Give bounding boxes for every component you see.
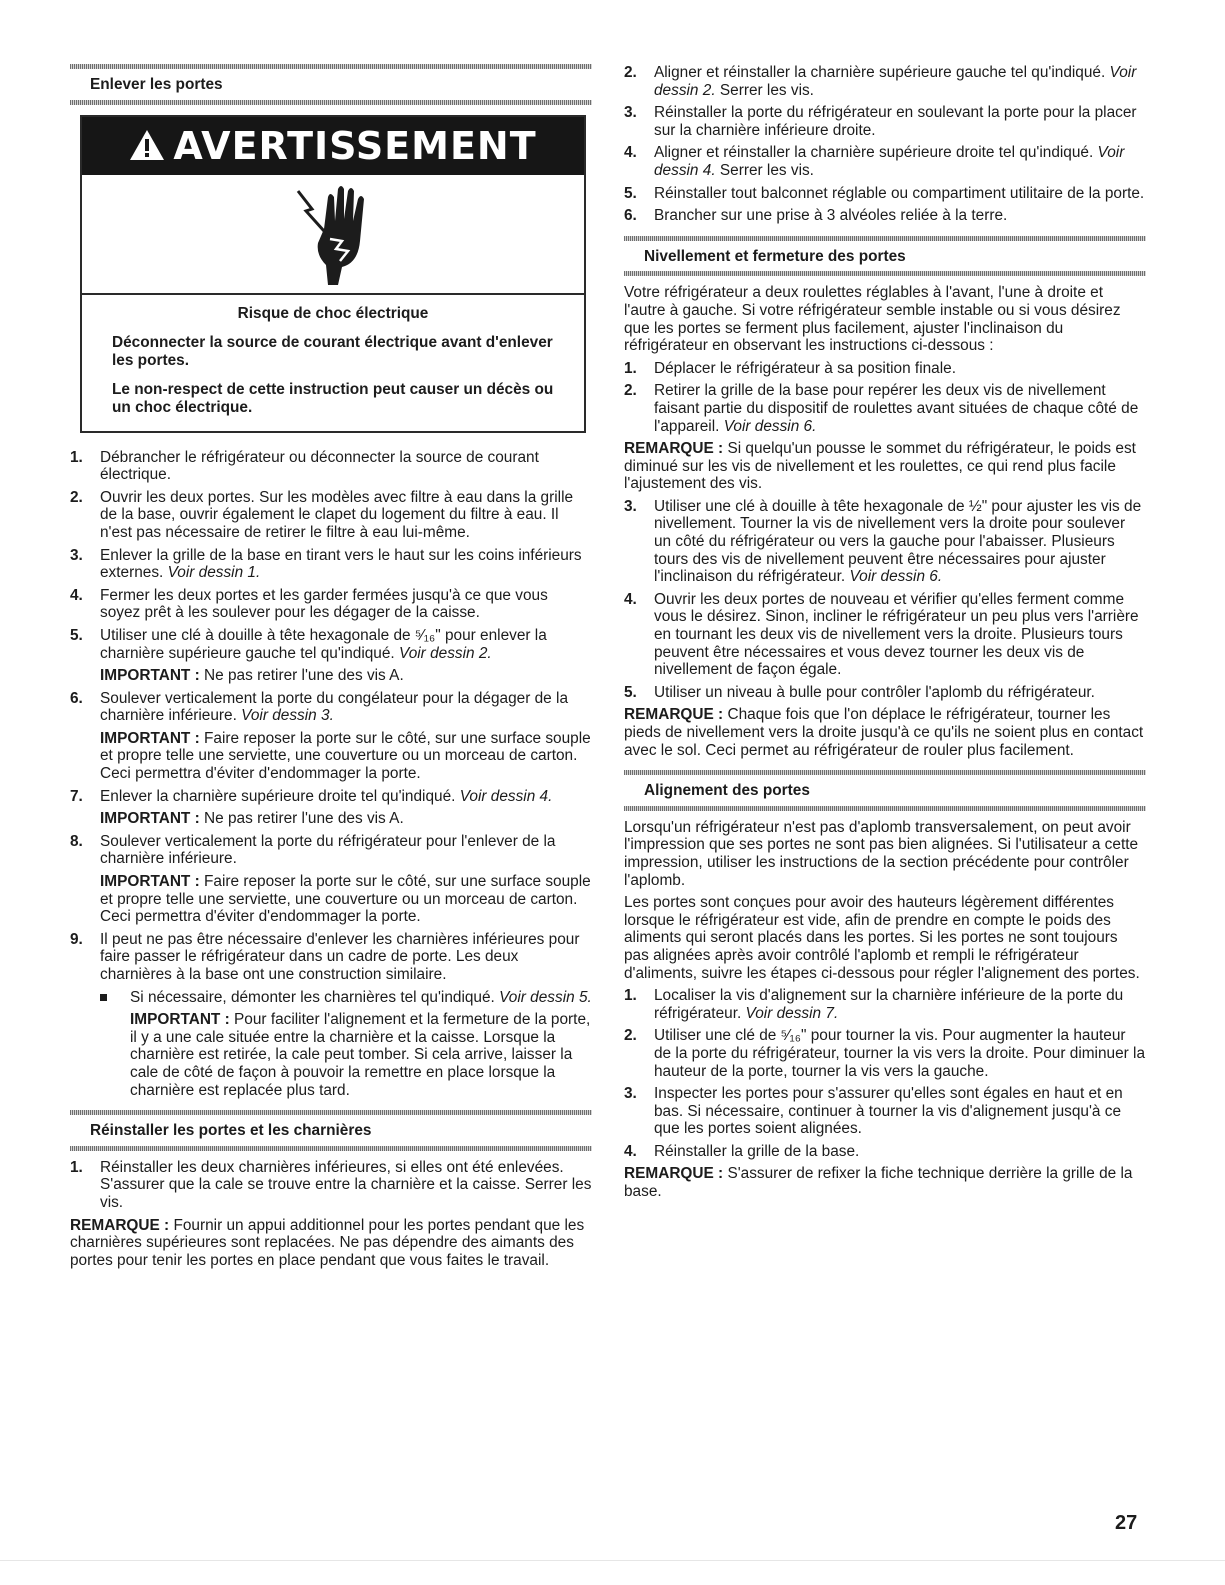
- section-title: Alignement des portes: [644, 782, 810, 800]
- list-item: [624, 382, 1146, 435]
- step-number: 4.: [624, 144, 637, 162]
- important-label: IMPORTANT :: [100, 667, 200, 685]
- remark-label: REMARQUE :: [70, 1216, 170, 1234]
- alignment-paragraph: Lorsqu'un réfrigérateur n'est pas d'aplomb transversalement, on peut avoir l'impression que ses portes ne sont pas bien alignées. Si l'utilisateur a cette impression, utiliser les instructions de la section précédente pour contrôler l'aplomb.: [624, 818, 1139, 889]
- bullet-text: Si nécessaire, démonter les charnières tel qu'indiqué.: [130, 988, 495, 1006]
- warning-banner-text: AVERTISSEMENT: [173, 123, 537, 168]
- list-item: [624, 591, 1146, 679]
- step-text: Enlever la charnière supérieure droite tel qu'indiqué.: [100, 787, 456, 805]
- drawing-reference: Voir dessin 7.: [745, 1004, 839, 1022]
- step-number: 4.: [70, 586, 83, 604]
- step-text: Réinstaller tout balconnet réglable ou compartiment utilitaire de la porte.: [654, 184, 1145, 202]
- step-number: 2.: [624, 1027, 637, 1045]
- alignment-steps: [624, 987, 1146, 1160]
- square-bullet-icon: [100, 994, 107, 1001]
- right-column: [624, 64, 1146, 1206]
- leveling-intro: Votre réfrigérateur a deux roulettes réglables à l'avant, l'une à droite et l'autre à gauche. Si votre réfrigérateur semble instable ou si vous désirez que les portes se ferment plus facilement, ajuster l'inclinaison du réfrigérateur en observant les instructions ci-dessous :: [624, 284, 1121, 355]
- list-item: [70, 833, 592, 926]
- alignment-paragraph: Les portes sont conçues pour avoir des hauteurs légèrement différentes lorsque le réfrigérateur est vide, afin de prendre en compte le poids des aliments qui seront placés dans les portes. Si les portes ne sont toujours pas alignées après avoir contrôlé l'aplomb et rempli le réfrigérateur d'aliments, suivre les étapes ci-dessous pour régler l'alignement des portes.: [624, 894, 1140, 982]
- important-note: [100, 730, 592, 783]
- step-number: 2.: [70, 488, 83, 506]
- list-item: [624, 498, 1146, 586]
- list-item: [624, 207, 1146, 225]
- step-number: 3.: [624, 1085, 637, 1103]
- important-note: [130, 1011, 592, 1099]
- important-label: IMPORTANT :: [100, 810, 200, 828]
- warning-banner: [82, 117, 584, 175]
- step-text: Réinstaller la porte du réfrigérateur en soulevant la porte pour la placer sur la charnière inférieure droite.: [654, 104, 1137, 139]
- important-note: [100, 667, 592, 685]
- step-text: Aligner et réinstaller la charnière supérieure gauche tel qu'indiqué.: [654, 64, 1106, 81]
- bullet-item: [100, 989, 592, 1100]
- important-label: IMPORTANT :: [100, 729, 200, 747]
- step-number: 8.: [70, 832, 83, 850]
- remark-label: REMARQUE :: [624, 1165, 724, 1183]
- step-number: 1.: [624, 359, 637, 377]
- step-text: Brancher sur une prise à 3 alvéoles reliée à la terre.: [654, 207, 1008, 225]
- drawing-reference: Voir dessin 4.: [654, 144, 1125, 179]
- step-number: 5.: [624, 683, 637, 701]
- section-header-alignment: [624, 770, 1146, 811]
- section-header-reinstall: [70, 1110, 592, 1151]
- reinstall-steps-continued: [624, 64, 1146, 225]
- section-title: Nivellement et fermeture des portes: [644, 247, 906, 265]
- important-note: [100, 873, 592, 926]
- important-label: IMPORTANT :: [130, 1011, 230, 1029]
- list-item: [624, 1085, 1146, 1138]
- section-header-leveling: [624, 236, 1146, 277]
- leveling-steps: [624, 360, 1146, 435]
- list-item: [624, 684, 1146, 702]
- step-text-after: Serrer les vis.: [719, 161, 814, 179]
- list-item: [624, 64, 1146, 99]
- list-item: [624, 185, 1146, 203]
- drawing-reference: Voir dessin 6.: [723, 417, 817, 435]
- step-number: 2.: [624, 382, 637, 400]
- step-number: 4.: [624, 590, 637, 608]
- step-text: Localiser la vis d'alignement sur la charnière inférieure de la porte du réfrigérateur.: [654, 987, 1124, 1022]
- page-number: 27: [1115, 1512, 1138, 1534]
- important-text: Faire reposer la porte sur le côté, sur une surface souple et propre telle une serviette, une couverture ou un morceau de carton. Ceci permettra d'éviter d'endommager la porte.: [100, 729, 591, 783]
- section-rule: [70, 1146, 592, 1151]
- list-item: [70, 587, 592, 622]
- remark-text: S'assurer de refixer la fiche technique derrière la grille de la base.: [624, 1165, 1133, 1201]
- step-number: 7.: [70, 787, 83, 805]
- drawing-reference: Voir dessin 2.: [399, 644, 492, 662]
- important-text: Faire reposer la porte sur le côté, sur une surface souple et propre telle une serviette, une couverture ou un morceau de carton. Ceci permettra d'éviter d'endommager la porte.: [100, 873, 591, 926]
- warning-instruction: Déconnecter la source de courant électrique avant d'enlever les portes.: [112, 334, 553, 369]
- step-number: 2.: [624, 64, 637, 81]
- warning-consequence: Le non-respect de cette instruction peut causer un décès ou un choc électrique.: [112, 381, 554, 416]
- list-item: [70, 931, 592, 1099]
- list-item: [70, 547, 592, 582]
- section-rule: [624, 271, 1146, 276]
- remove-doors-steps: [70, 449, 592, 1100]
- step-number: 9.: [70, 930, 83, 948]
- important-text: Ne pas retirer l'une des vis A.: [204, 667, 404, 685]
- remark-text: Si quelqu'un pousse le sommet du réfrigérateur, le poids est diminué sur les vis de nivellement et les roulettes, ce qui rend plus facile l'ajustement des vis.: [624, 440, 1136, 493]
- step-text: Retirer la grille de la base pour repérer les deux vis de nivellement faisant partie du dispositif de roulettes avant situées de chaque côté de l'appareil.: [654, 382, 1139, 435]
- step-text: Soulever verticalement la porte du congélateur pour la dégager de la charnière inférieure.: [100, 689, 569, 725]
- step-text: Réinstaller la grille de la base.: [654, 1142, 860, 1160]
- list-item: [70, 627, 592, 685]
- remark-label: REMARQUE :: [624, 440, 724, 458]
- section-header-remove-doors: [70, 64, 592, 105]
- drawing-reference: Voir dessin 5.: [499, 988, 592, 1006]
- step-number: 5.: [624, 184, 637, 202]
- remark-text: Chaque fois que l'on déplace le réfrigérateur, tourner les pieds de nivellement vers la droite jusqu'à ce qu'ils ne soient plus en contact avec le sol. Ceci permet au réfrigérateur de rouler plus facilement.: [624, 706, 1144, 759]
- important-text: Ne pas retirer l'une des vis A.: [204, 810, 404, 828]
- step-number: 4.: [624, 1142, 637, 1160]
- step-text: Débrancher le réfrigérateur ou déconnecter la source de courant électrique.: [100, 448, 539, 484]
- important-label: IMPORTANT :: [100, 873, 200, 891]
- section-rule: [624, 806, 1146, 811]
- remark: [624, 1165, 1146, 1200]
- step-text: Utiliser une clé de ⁵⁄₁₆" pour tourner la vis. Pour augmenter la hauteur de la porte du réfrigérateur, tourner la vis vers la droite. Pour diminuer la hauteur de la porte, tourner la vis vers la gauche.: [654, 1027, 1146, 1080]
- section-title: Réinstaller les portes et les charnières: [90, 1122, 372, 1140]
- warning-box: [80, 115, 586, 433]
- reinstall-steps: [70, 1159, 592, 1212]
- step-text: Déplacer le réfrigérateur à sa position finale.: [654, 359, 956, 377]
- step-text: Aligner et réinstaller la charnière supérieure droite tel qu'indiqué.: [654, 144, 1094, 162]
- list-item: [70, 489, 592, 542]
- list-item: [624, 144, 1146, 179]
- step-text: Utiliser une clé à douille à tête hexagonale de ½" pour ajuster les vis de nivellement. Tourner la vis de nivellement vers la droite pour soulever un côté du réfrigérateur ou vers la gauche pour l'abaisser. Plusieurs tours des vis de nivellement peuvent être nécessaires pour ajuster l'inclinaison du réfrigérateur.: [654, 497, 1142, 586]
- warning-risk: Risque de choc électrique: [237, 304, 429, 322]
- step-text: Soulever verticalement la porte du réfrigérateur pour l'enlever de la charnière inférieure.: [100, 832, 556, 868]
- list-item: [70, 449, 592, 484]
- list-item: [624, 360, 1146, 378]
- list-item: [624, 987, 1146, 1022]
- list-item: [624, 104, 1146, 139]
- step-text: Inspecter les portes pour s'assurer qu'elles sont égales en haut et en bas. Si nécessaire, continuer à tourner la vis d'alignement jusqu'à ce que les portes soient alignées.: [654, 1085, 1123, 1138]
- drawing-reference: Voir dessin 1.: [167, 564, 261, 582]
- drawing-reference: Voir dessin 6.: [849, 568, 943, 586]
- step-number: 1.: [624, 987, 637, 1005]
- step-number: 6.: [70, 689, 83, 707]
- list-item: [70, 1159, 592, 1212]
- electric-shock-hand-icon: [82, 175, 584, 295]
- step-number: 5.: [70, 626, 83, 644]
- remark: [624, 706, 1146, 759]
- step-text: Ouvrir les deux portes. Sur les modèles avec filtre à eau dans la grille de la base, ouvrir également le clapet du logement du filtre à eau. Il n'est pas nécessaire de retirer le filtre à eau lui-même.: [100, 488, 574, 541]
- step-text: Il peut ne pas être nécessaire d'enlever les charnières inférieures pour faire passer le réfrigérateur dans un cadre de porte. Les deux charnières à la base ont une construction similaire.: [100, 930, 580, 983]
- warning-body: [82, 295, 584, 431]
- leveling-steps-continued: [624, 498, 1146, 702]
- remark: [624, 440, 1146, 493]
- step-number: 1.: [70, 1158, 83, 1176]
- list-item: [624, 1143, 1146, 1161]
- drawing-reference: Voir dessin 3.: [241, 707, 334, 725]
- drawing-reference: Voir dessin 2.: [654, 64, 1137, 99]
- list-item: [70, 690, 592, 783]
- step-text: Utiliser un niveau à bulle pour contrôler l'aplomb du réfrigérateur.: [654, 683, 1095, 701]
- step-text: Enlever la grille de la base en tirant vers le haut sur les coins inférieurs externes.: [100, 546, 582, 582]
- left-column: [70, 64, 592, 1274]
- remark: [70, 1217, 592, 1270]
- section-rule: [70, 100, 592, 105]
- step-number: 3.: [624, 104, 637, 122]
- list-item: [624, 1027, 1146, 1080]
- step-number: 3.: [624, 497, 637, 515]
- list-item: [70, 788, 592, 828]
- section-title: Enlever les portes: [90, 76, 223, 93]
- drawing-reference: Voir dessin 4.: [459, 787, 553, 805]
- remark-text: Fournir un appui additionnel pour les portes pendant que les charnières supérieures sont replacées. Ne pas dépendre des aimants des portes pour tenir les portes en place pendant que vous faites le travail.: [70, 1216, 585, 1269]
- important-note: [100, 810, 592, 828]
- step-number: 1.: [70, 448, 83, 466]
- step-text: Utiliser une clé à douille à tête hexagonale de ⁵⁄₁₆" pour enlever la charnière supérieure gauche tel qu'indiqué.: [100, 626, 547, 662]
- step-number: 6.: [624, 207, 637, 225]
- step-text-after: Serrer les vis.: [719, 81, 814, 99]
- step-text: Réinstaller les deux charnières inférieures, si elles ont été enlevées. S'assurer que la cale se trouve entre la charnière et la caisse. Serrer les vis.: [100, 1158, 592, 1211]
- step-text: Fermer les deux portes et les garder fermées jusqu'à ce que vous soyez prêt à les soulever pour les dégager de la caisse.: [100, 586, 548, 622]
- important-text: Pour faciliter l'alignement et la fermeture de la porte, il y a une cale située entre la charnière et la caisse. Lorsque la charnière est retirée, la cale peut tomber. Si cela arrive, laisser la cale de côté de façon à pouvoir la remettre en place lorsque la charnière est replacée plus tard.: [130, 1011, 591, 1099]
- page-bottom-edge: [0, 1560, 1225, 1561]
- step-number: 3.: [70, 546, 83, 564]
- remark-label: REMARQUE :: [624, 706, 724, 724]
- warning-triangle-icon: [129, 119, 165, 177]
- step-text: Ouvrir les deux portes de nouveau et vérifier qu'elles ferment comme vous le désirez. Sinon, incliner le réfrigérateur un peu plus vers l'arrière en tournant les deux vis de nivellement vers la droite. Plusieurs tours peuvent être nécessaires et vous devez tourner les deux vis de nivellement de façon égale.: [654, 590, 1139, 679]
